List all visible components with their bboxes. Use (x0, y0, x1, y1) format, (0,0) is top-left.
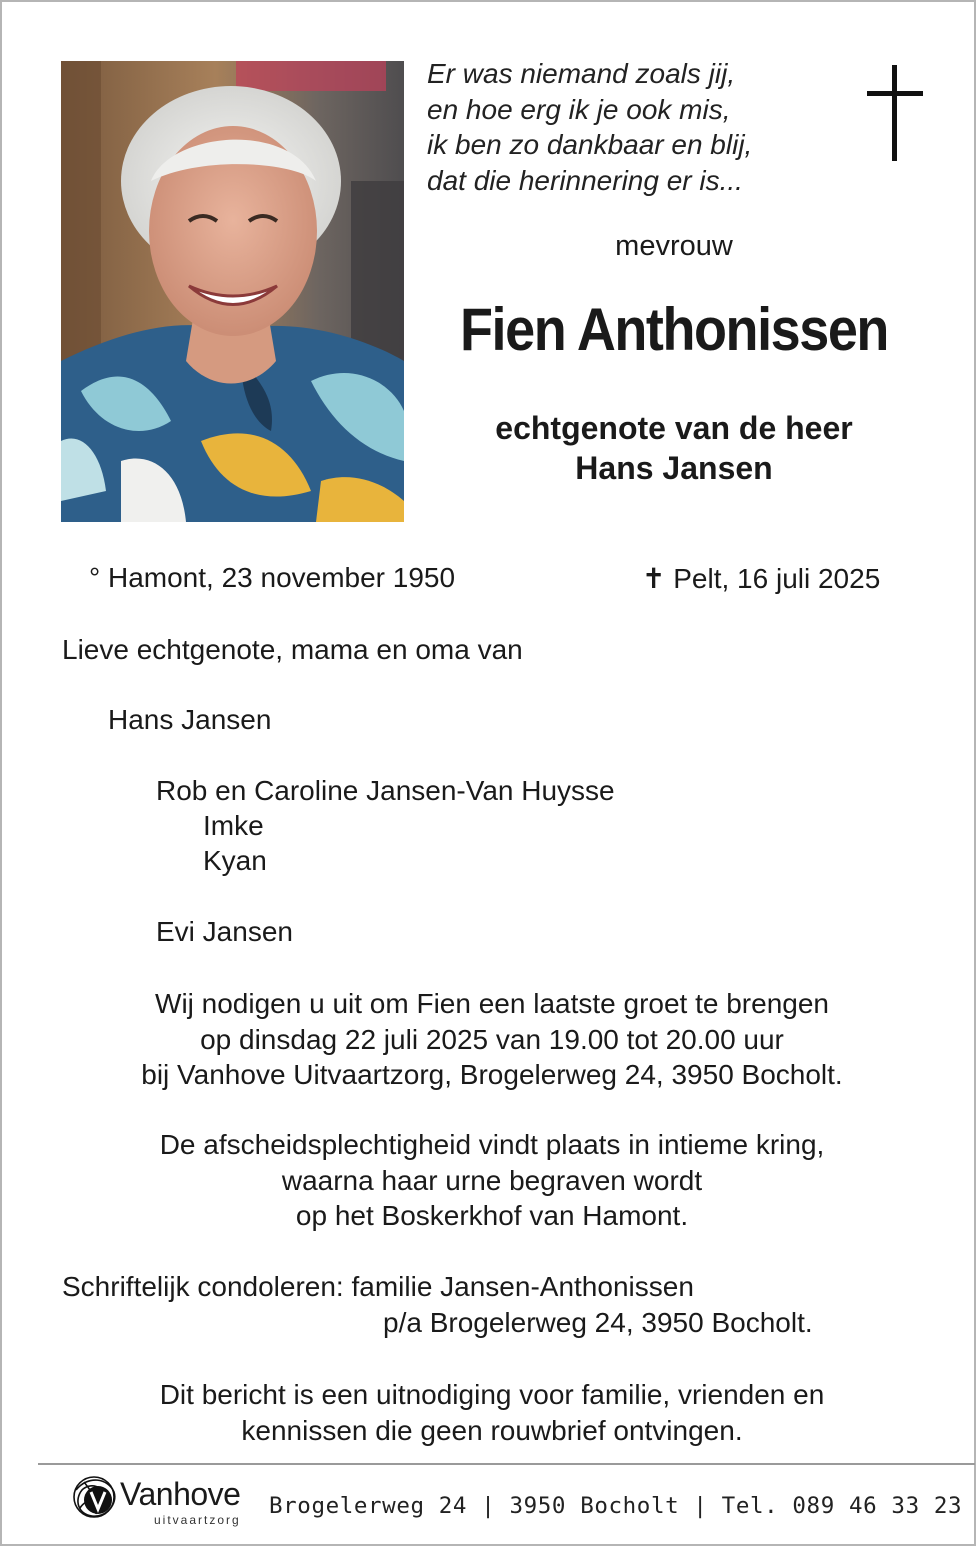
invitation (2, 986, 980, 1093)
family-husband: Hans Jansen (108, 704, 272, 735)
salutation: mevrouw (615, 230, 733, 262)
condolences-address: p/a Brogelerweg 24, 3950 Bocholt. (383, 1307, 813, 1338)
invitation-line: Wij nodigen u uit om Fien een laatste groet te brengen (155, 988, 829, 1019)
poem-line: Er was niemand zoals jij, (427, 58, 736, 89)
invitation-line: op dinsdag 22 juli 2025 van 19.00 tot 20.00 uur (200, 1023, 784, 1055)
ceremony-line: waarna haar urne begraven wordt (281, 1164, 703, 1196)
spouse-info (432, 408, 916, 488)
ceremony-line: De afscheidsplechtigheid vindt plaats in intieme kring, (159, 1129, 825, 1160)
portrait-photo (61, 61, 404, 522)
poem-line: dat die herinnering er is... (427, 164, 743, 196)
spouse-name: Hans Jansen (575, 450, 773, 486)
vanhove-logo-icon (68, 1470, 124, 1526)
family-grandchild: Imke (203, 810, 264, 841)
poem (427, 56, 752, 198)
spouse-line: echtgenote van de heer (495, 410, 853, 446)
footer-divider (38, 1463, 975, 1465)
footer-brand: Vanhove (120, 1476, 241, 1512)
invitation-line: bij Vanhove Uitvaartzorg, Brogelerweg 24, 3950 Bocholt. (141, 1059, 843, 1090)
footer-brand-sub: uitvaartzorg (154, 1513, 241, 1527)
notice-line: Dit bericht is een uitnodiging voor familie, vrienden en (159, 1379, 825, 1410)
death-info: ✝ Pelt, 16 juli 2025 (642, 563, 881, 594)
family-child: Evi Jansen (156, 916, 293, 947)
family-child: Rob en Caroline Jansen-Van Huysse (156, 775, 615, 806)
notice (2, 1377, 980, 1448)
deceased-name: Fien Anthonissen (460, 296, 888, 363)
ceremony-line: op het Boskerkhof van Hamont. (295, 1200, 689, 1231)
condolences-label: Schriftelijk condoleren: familie Jansen-Anthonissen (62, 1271, 694, 1302)
notice-line: kennissen die geen rouwbrief ontvingen. (241, 1414, 743, 1446)
poem-line: ik ben zo dankbaar en blij, (427, 129, 753, 160)
family-intro: Lieve echtgenote, mama en oma van (62, 634, 523, 665)
footer-contact: Brogelerweg 24 | 3950 Bocholt | Tel. 089 46 33 23 (269, 1493, 963, 1519)
latin-cross-icon (867, 65, 923, 161)
ceremony (2, 1127, 980, 1234)
family-grandchild: Kyan (203, 845, 267, 876)
poem-line: en hoe erg ik je ook mis, (427, 93, 731, 125)
birth-info: ° Hamont, 23 november 1950 (89, 562, 456, 593)
